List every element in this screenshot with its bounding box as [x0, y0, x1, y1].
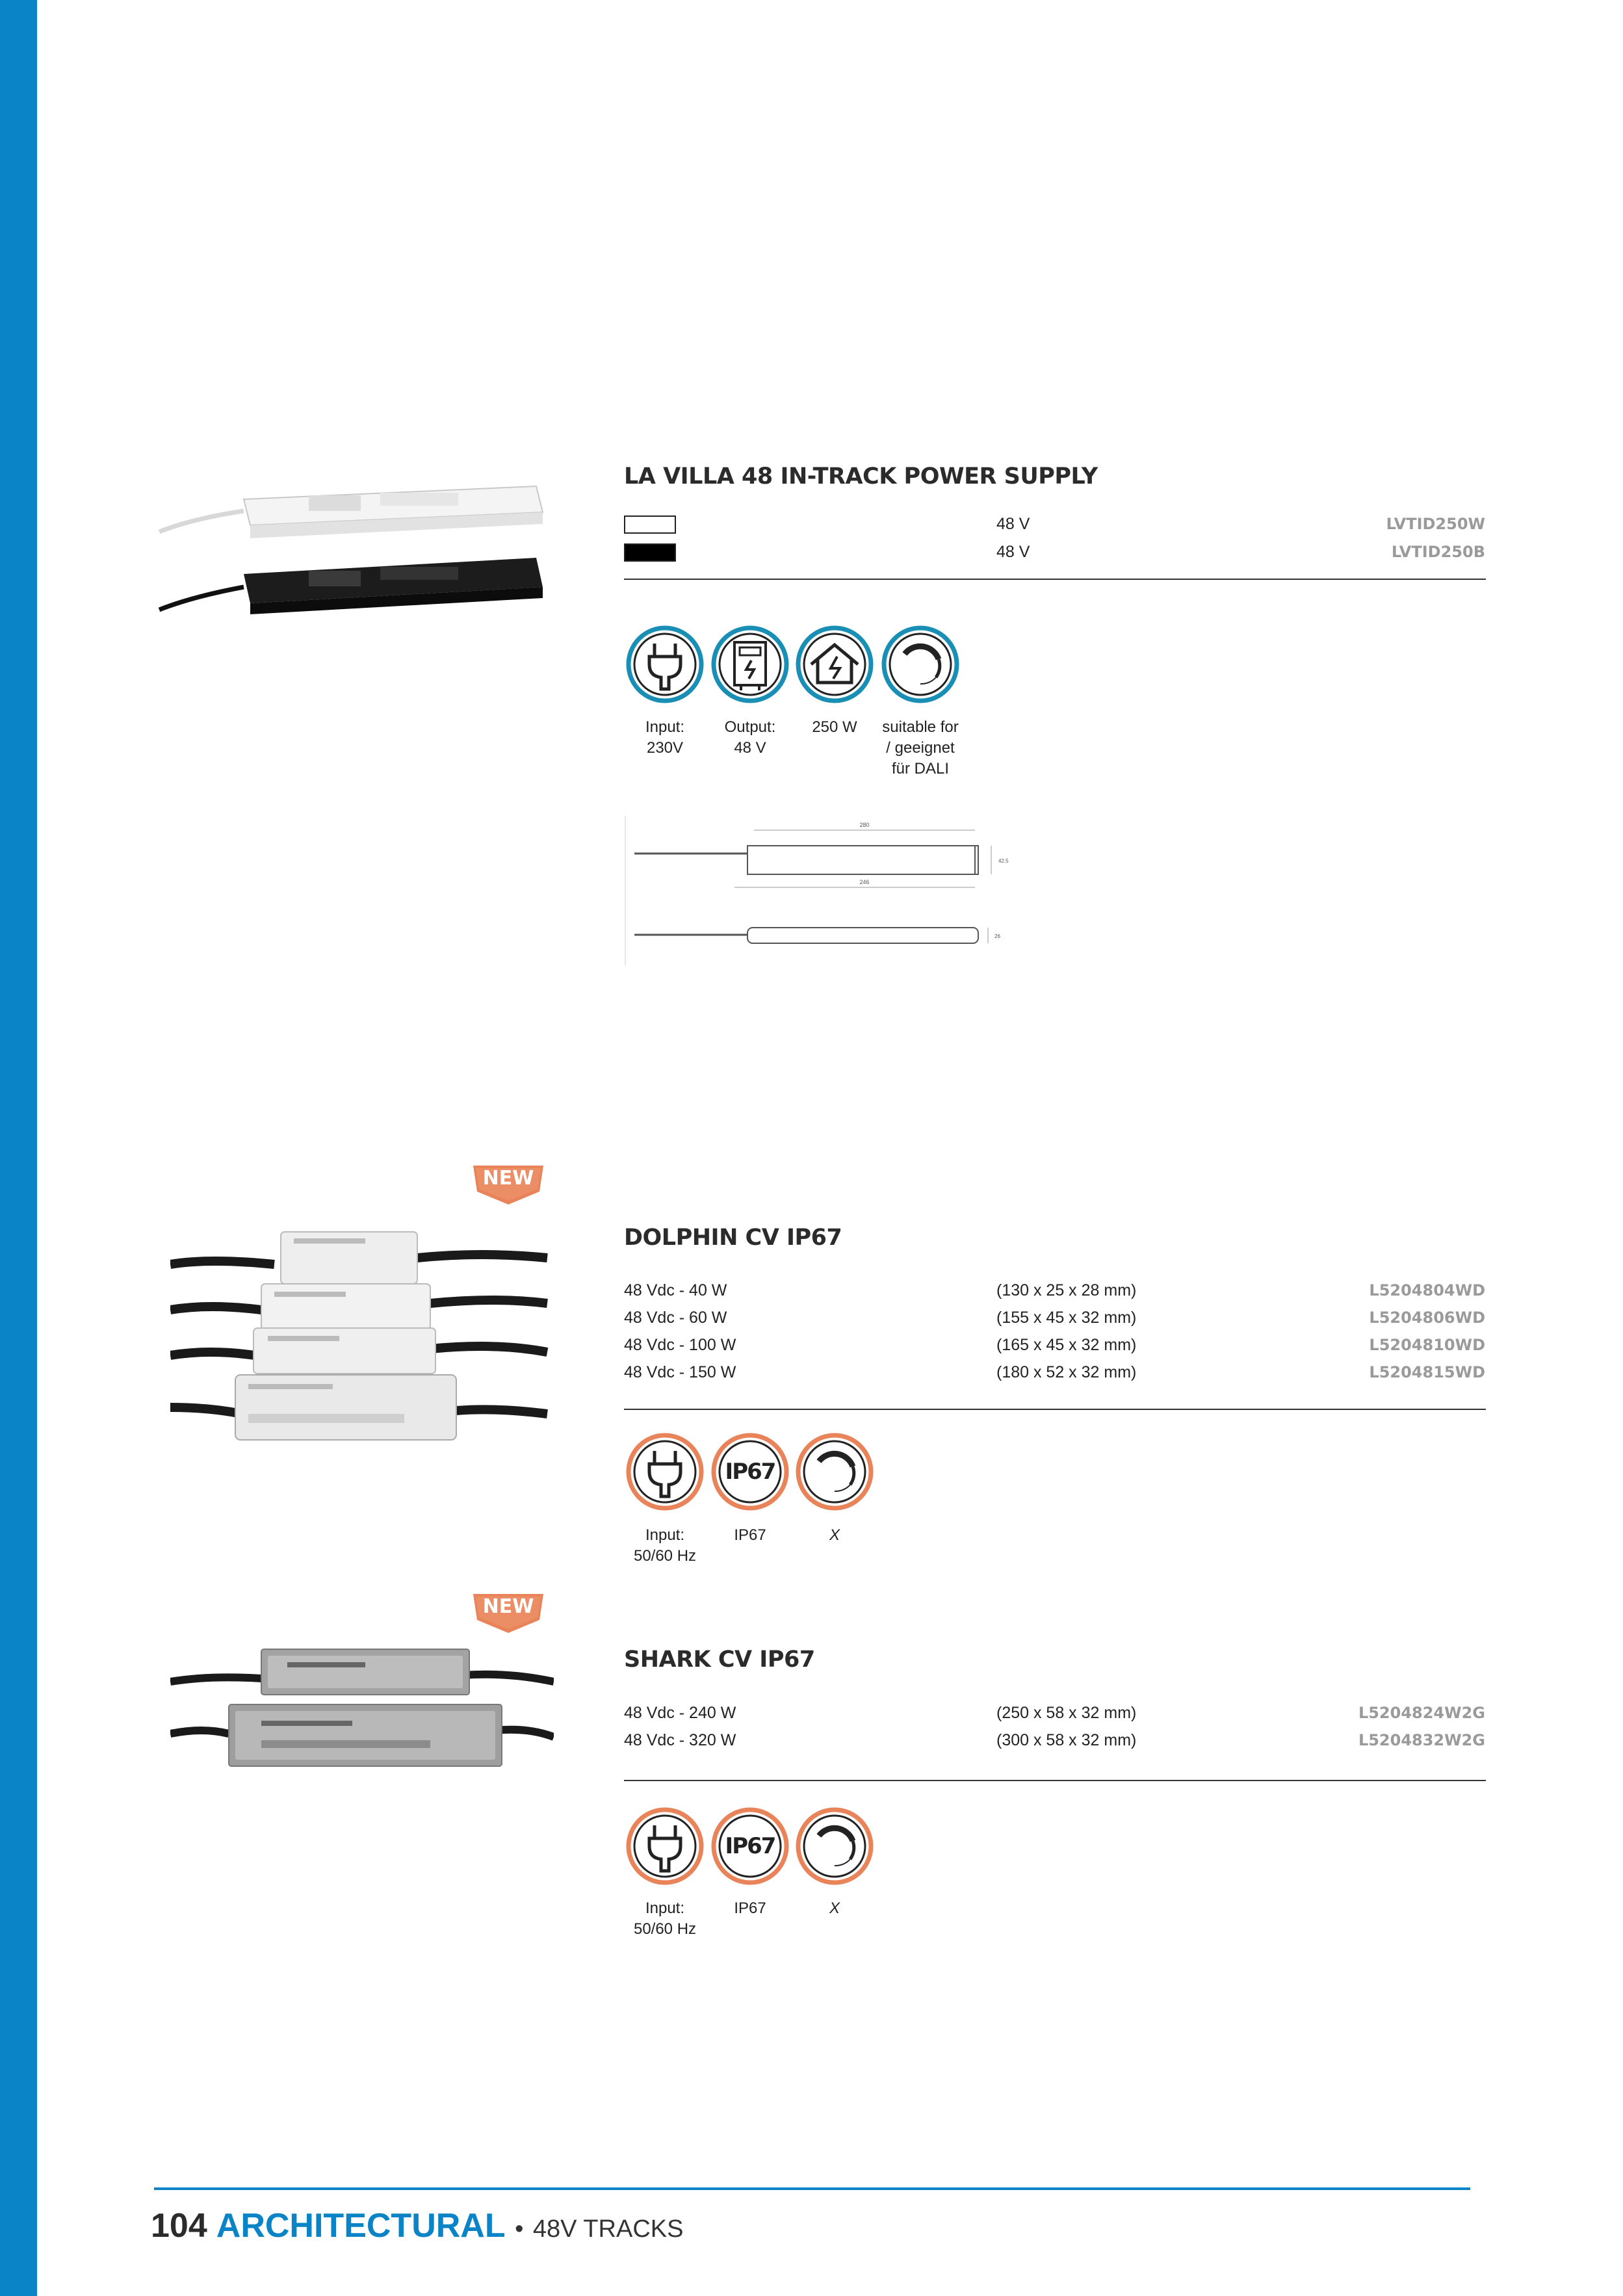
ip67-icon-label: IP67	[725, 1459, 775, 1485]
product-title: DOLPHIN CV IP67	[624, 1225, 842, 1251]
product-code: L5204810WD	[1369, 1336, 1485, 1354]
footer-divider	[154, 2187, 1470, 2190]
color-swatch-white	[624, 515, 676, 534]
product-code: LVTID250B	[1391, 543, 1485, 561]
divider	[624, 1409, 1486, 1410]
house-lightning-icon	[796, 625, 874, 703]
color-swatch-black	[624, 543, 676, 562]
icon-caption: IP67	[734, 1899, 766, 1917]
ip67-icon	[711, 1807, 789, 1885]
spec-value: 48 Vdc - 320 W	[624, 1731, 736, 1749]
dimensions-value: (165 x 45 x 32 mm)	[996, 1336, 1137, 1354]
ip67-icon-label: IP67	[725, 1833, 775, 1859]
dimmer-dial-icon	[881, 625, 959, 703]
power-meter-icon	[711, 625, 789, 703]
product-code: L5204815WD	[1369, 1363, 1485, 1381]
dimensions-value: (155 x 45 x 32 mm)	[996, 1309, 1137, 1327]
dolphin-product-photo	[170, 1219, 554, 1466]
voltage-value: 48 V	[996, 543, 1030, 561]
icon-caption: IP67	[734, 1526, 766, 1544]
plug-icon	[626, 1433, 704, 1511]
dimension-label: 280	[859, 822, 870, 828]
plug-icon	[626, 1807, 704, 1885]
icon-caption: Input: 230V	[645, 718, 685, 757]
dimension-label: 26	[994, 933, 1000, 939]
product-code: L5204806WD	[1369, 1309, 1485, 1327]
page-number: 104	[151, 2207, 207, 2245]
la-villa-product-photo	[153, 473, 556, 629]
dimmer-dial-icon	[796, 1807, 874, 1885]
footer	[151, 2206, 683, 2249]
dimension-label: 42.5	[998, 858, 1009, 864]
icon-caption: suitable for / geeignet für DALI	[882, 718, 959, 777]
icon-caption: X	[829, 1899, 840, 1917]
dimensions-value: (180 x 52 x 32 mm)	[996, 1363, 1137, 1381]
new-badge-label: NEW	[482, 1167, 534, 1190]
icon-caption: X	[829, 1526, 840, 1544]
product-code: L5204832W2G	[1358, 1731, 1485, 1749]
icon-caption: Input: 50/60 Hz	[633, 1526, 697, 1565]
product-title: SHARK CV IP67	[624, 1647, 815, 1673]
dimension-label: 246	[859, 879, 870, 885]
icon-caption: Output: 48 V	[724, 718, 776, 757]
dimensions-value: (300 x 58 x 32 mm)	[996, 1731, 1137, 1749]
icon-caption: 250 W	[812, 718, 857, 736]
plug-icon	[626, 625, 704, 703]
spec-value: 48 Vdc - 40 W	[624, 1281, 727, 1299]
new-badge	[469, 1590, 547, 1636]
icon-caption: Input: 50/60 Hz	[633, 1899, 697, 1938]
dimensions-value: (250 x 58 x 32 mm)	[996, 1704, 1137, 1722]
new-badge	[469, 1162, 547, 1207]
dimensions-value: (130 x 25 x 28 mm)	[996, 1281, 1137, 1299]
shark-product-photo	[170, 1643, 554, 1779]
product-code: L5204804WD	[1369, 1281, 1485, 1299]
divider	[624, 579, 1486, 580]
new-badge-label: NEW	[482, 1595, 534, 1618]
product-title: LA VILLA 48 IN-TRACK POWER SUPPLY	[624, 463, 1098, 489]
spec-value: 48 Vdc - 60 W	[624, 1309, 727, 1327]
sidebar-accent-bar	[0, 0, 37, 2296]
divider	[624, 1780, 1486, 1781]
ip67-icon	[711, 1433, 789, 1511]
spec-value: 48 Vdc - 240 W	[624, 1704, 736, 1722]
dimmer-dial-icon	[796, 1433, 874, 1511]
footer-separator: •	[515, 2215, 524, 2243]
technical-drawing	[624, 816, 1014, 965]
section-title: ARCHITECTURAL	[216, 2207, 506, 2245]
product-code: LVTID250W	[1386, 515, 1485, 533]
voltage-value: 48 V	[996, 515, 1030, 533]
spec-value: 48 Vdc - 100 W	[624, 1336, 736, 1354]
spec-value: 48 Vdc - 150 W	[624, 1363, 736, 1381]
product-code: L5204824W2G	[1358, 1704, 1485, 1722]
subsection-title: 48V TRACKS	[532, 2215, 684, 2243]
